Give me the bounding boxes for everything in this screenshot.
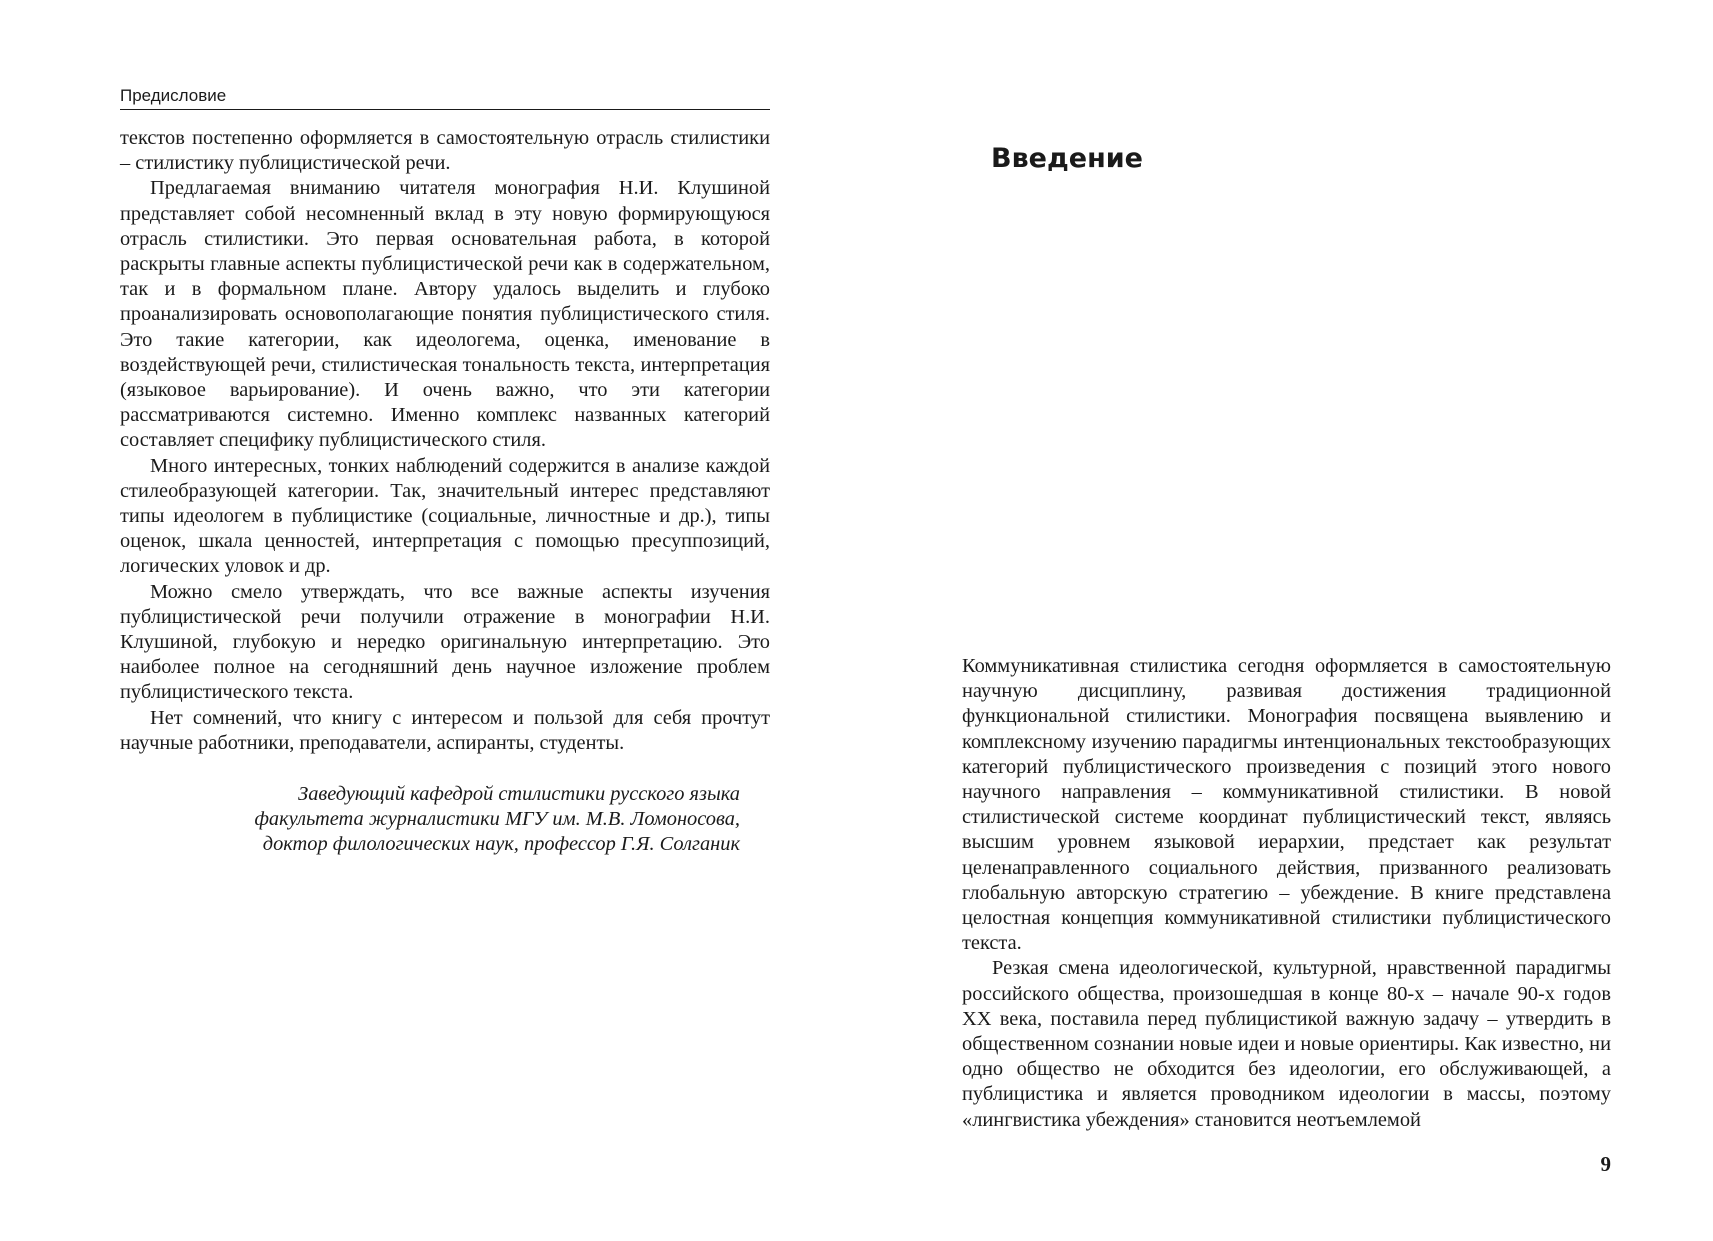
signature-block [120,782,740,857]
signature-line-1: Заведующий кафедрой стилистики русского языка [298,783,740,805]
preface-paragraph-4: Можно смело утверждать, что все важные аспекты изучения публицистической речи получили отражение в монографии Н.И. Клушиной, глубокую и нередко оригинальную интерпретацию. Это наиболее полное на сегодняшний день научное изложение проблем публицистического текста. [120,580,770,704]
intro-paragraph-2: Резкая смена идеологической, культурной, нравственной парадигмы российского общества, произошедшая в конце 80-х – начале 90-х годов XX века, поставила перед публицистикой важную задачу – утвердить в общественном сознании новые идеи и новые ориентиры. Как известно, ни одно общество не обходится без идеологии, его обслуживающей, а публицистика и является проводником идеологии в массы, поэтому «лингвистика убеждения» становится неотъемлемой [962,957,1611,1131]
right-page [856,0,1713,1241]
preface-paragraph-5: Нет сомнений, что книгу с интересом и пользой для себя прочтут научные работники, преподаватели, аспиранты, студенты. [120,706,770,754]
signature-line-3: доктор филологических наук, профессор Г.Я. Солганик [262,833,740,855]
page-number: 9 [1600,1152,1611,1176]
left-page [0,0,856,1241]
signature-line-2: факультета журналистики МГУ им. М.В. Ломоносова, [254,808,740,830]
intro-paragraph-1: Коммуникативная стилистика сегодня оформляется в самостоятельную научную дисциплину, развивая достижения традиционной функциональной стилистики. Монография посвящена выявлению и комплексному изучению парадигмы интенциональных текстообразующих категорий публицистического произведения с позиций этого нового научного направления – коммуникативной стилистики. В новой стилистической системе координат публицистический текст, являясь высшим уровнем языковой иерархии, предстает как результат целенаправленного социального действия, призванного реализовать глобальную авторскую стратегию – убеждение. В книге представлена целостная концепция коммуникативной стилистики публицистического текста. [962,655,1611,955]
preface-paragraph-2: Предлагаемая вниманию читателя монография Н.И. Клушиной представляет собой несомненный вклад в эту новую формирующуюся отрасль стилистики. Это первая основательная работа, в которой раскрыты главные аспекты публицистической речи как в содержательном, так и в формальном плане. Автору удалось выделить и глубоко проанализировать основополагающие понятия публицистического стиля. Это такие категории, как идеологема, оценка, именование в воздействующей речи, стилистическая тональность текста, интерпретация (языковое варьирование). И очень важно, что эти категории рассматриваются системно. Именно комплекс названных категорий составляет специфику публицистического стиля. [120,177,770,452]
running-head: Предисловие [120,86,770,110]
preface-paragraph-3: Много интересных, тонких наблюдений содержится в анализе каждой стилеобразующей категории. Так, значительный интерес представляют типы идеологем в публицистике (социальные, личностные и др.), типы оценок, шкала ценностей, интерпретация с помощью пресуппозиций, логических уловок и др. [120,454,770,578]
introduction-text [962,654,1611,1133]
preface-paragraph-1: текстов постепенно оформляется в самостоятельную отрасль стилистики – стилистику публицистической речи. [120,127,770,175]
preface-text [120,126,770,756]
chapter-title: Введение [991,143,1143,174]
